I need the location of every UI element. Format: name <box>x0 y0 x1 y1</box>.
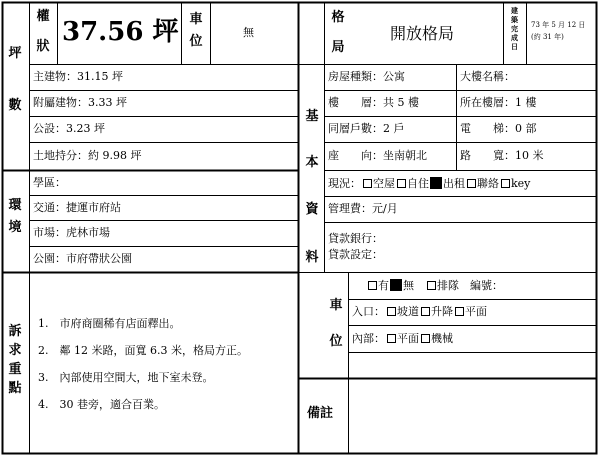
parking-number-label: 編號： <box>470 279 503 292</box>
option-contact: 聯絡 <box>477 177 499 190</box>
appeal-item-1: 1. 市府商圈稀有店面釋出。 <box>38 317 181 330</box>
area-label-char-1: 坪 <box>8 46 22 61</box>
checkbox-entrance-flat[interactable] <box>455 307 464 316</box>
area-label-char-2: 數 <box>8 98 22 113</box>
parking-label-b: 位 <box>189 34 203 49</box>
loan-setting: 貸款設定： <box>328 248 383 261</box>
orientation: 座 向：坐南朝北 <box>328 149 427 162</box>
households-per-floor: 同層戶數：2 戶 <box>328 122 405 135</box>
built-date: 73 年 5 月 12 日 <box>531 21 586 29</box>
parking-label-a: 車 <box>189 12 203 27</box>
school-district: 學區： <box>33 176 66 189</box>
layout-label-a: 格 <box>331 10 345 25</box>
area-total-value: 37.56 坪 <box>62 17 179 47</box>
checkbox-vacant[interactable] <box>363 179 372 188</box>
market: 市場：虎林市場 <box>33 226 110 239</box>
checkbox-key[interactable] <box>501 179 510 188</box>
option-self-use: 自住 <box>407 177 429 190</box>
parking-interior <box>352 333 453 345</box>
parking-entrance <box>352 306 487 318</box>
title-label-b: 狀 <box>36 39 50 54</box>
parking-value: 無 <box>243 26 254 39</box>
option-mechanical: 機械 <box>431 332 453 345</box>
appeal-item-4: 4. 30 巷旁，適合百業。 <box>38 398 165 411</box>
option-vacant: 空屋 <box>373 177 395 190</box>
checkbox-rented-checked[interactable] <box>430 177 442 189</box>
building-name: 大樓名稱： <box>460 70 515 83</box>
checkbox-contact[interactable] <box>467 179 476 188</box>
basic-label-2: 本 <box>305 155 319 170</box>
occupancy-status-label: 現況： <box>328 177 361 190</box>
basic-label-4: 料 <box>305 250 319 265</box>
total-floors: 樓 層：共 5 樓 <box>328 96 419 109</box>
parking-section-label-2: 位 <box>329 334 343 349</box>
occupancy-status <box>328 177 530 190</box>
checkbox-interior-mechanical[interactable] <box>421 334 430 343</box>
park: 公園：市府帶狀公園 <box>33 252 132 265</box>
appeal-label-1: 訴 <box>8 324 22 339</box>
management-fee: 管理費：元/月 <box>328 202 398 215</box>
option-parking-none: 無 <box>403 279 414 292</box>
accessory-area: 附屬建物：3.33 坪 <box>33 96 127 109</box>
parking-availability <box>366 279 503 292</box>
entrance-label: 入口： <box>352 305 385 318</box>
layout-value: 開放格局 <box>390 24 455 43</box>
appeal-label-3: 重 <box>8 362 22 377</box>
option-interior-flat: 平面 <box>397 332 419 345</box>
transport: 交通：捷運市府站 <box>33 201 121 214</box>
option-parking-have: 有 <box>378 279 389 292</box>
checkbox-parking-none-checked[interactable] <box>390 279 402 291</box>
option-rented: 出租 <box>443 177 465 190</box>
basic-label-1: 基 <box>305 109 319 124</box>
option-key: key <box>511 177 531 190</box>
built-date-label: 建築完成日 <box>511 6 518 51</box>
env-label-1: 環 <box>8 198 22 213</box>
option-flat: 平面 <box>465 305 487 318</box>
checkbox-parking-have[interactable] <box>368 281 377 290</box>
checkbox-entrance-lift[interactable] <box>421 307 430 316</box>
area-section-label <box>8 46 22 62</box>
parking-section-label-1: 車 <box>329 298 343 313</box>
checkbox-entrance-ramp[interactable] <box>387 307 396 316</box>
layout-label-b: 局 <box>331 40 345 55</box>
env-label-2: 境 <box>8 220 22 235</box>
interior-label: 內部： <box>352 332 385 345</box>
appeal-label-2: 求 <box>8 343 22 358</box>
option-lift: 升降 <box>431 305 453 318</box>
appeal-item-3: 3. 內部使用空間大，地下室未登。 <box>38 371 214 384</box>
checkbox-self-use[interactable] <box>397 179 406 188</box>
checkbox-parking-queue[interactable] <box>427 281 436 290</box>
area-section-label-2 <box>8 98 22 114</box>
remarks-label: 備註 <box>307 406 334 421</box>
option-parking-queue: 排隊 <box>437 279 459 292</box>
appeal-item-2: 2. 鄰 12 米路，面寬 6.3 米，格局方正。 <box>38 344 248 357</box>
title-label-a: 權 <box>36 9 50 24</box>
option-ramp: 坡道 <box>397 305 419 318</box>
road-width: 路 寬：10 米 <box>460 149 544 162</box>
basic-label-3: 資 <box>305 202 319 217</box>
main-building-area: 主建物：31.15 坪 <box>33 70 123 83</box>
built-age: (約 31 年) <box>531 33 564 41</box>
land-share-area: 土地持分：約 9.98 坪 <box>33 149 142 162</box>
checkbox-interior-flat[interactable] <box>387 334 396 343</box>
floor-located: 所在樓層：1 樓 <box>460 96 537 109</box>
house-type: 房屋種類：公寓 <box>328 70 405 83</box>
loan-bank: 貸款銀行： <box>328 232 383 245</box>
appeal-label-4: 點 <box>8 381 22 396</box>
public-facility-area: 公設：3.23 坪 <box>33 122 105 135</box>
elevator-count: 電 梯：0 部 <box>460 122 537 135</box>
